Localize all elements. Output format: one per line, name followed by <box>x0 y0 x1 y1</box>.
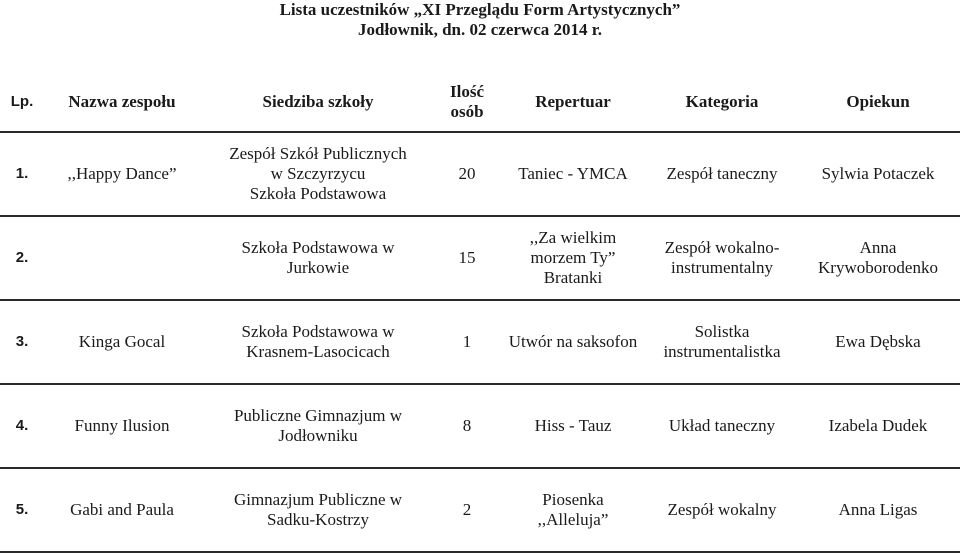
cell-school <box>200 300 436 384</box>
cell-repertoire-line: Piosenka <box>542 490 604 509</box>
cell-count: 2 <box>436 468 498 552</box>
cell-repertoire <box>498 468 648 552</box>
cell-school-line: Zespół Szkół Publicznych <box>229 144 407 163</box>
cell-category <box>648 468 796 552</box>
cell-category <box>648 300 796 384</box>
header-supervisor: Opiekun <box>796 73 960 132</box>
cell-category <box>648 132 796 216</box>
cell-category-line: instrumentalny <box>671 258 773 277</box>
cell-repertoire-line: ,,Alleluja” <box>537 510 609 529</box>
cell-lp: 4. <box>0 384 44 468</box>
cell-name <box>44 216 200 300</box>
cell-supervisor-line: Anna <box>859 238 897 257</box>
cell-category-line: Układ taneczny <box>668 416 776 435</box>
cell-supervisor <box>796 132 960 216</box>
table-row <box>0 468 960 552</box>
cell-school-line: Publiczne Gimnazjum w <box>233 406 403 425</box>
cell-supervisor-line: Izabela Dudek <box>828 416 928 435</box>
cell-school-line: Szkoła Podstawowa w <box>241 238 395 257</box>
cell-lp: 5. <box>0 468 44 552</box>
cell-count: 1 <box>436 300 498 384</box>
cell-lp: 2. <box>0 216 44 300</box>
cell-category-line: Zespół taneczny <box>666 164 778 183</box>
cell-name: Gabi and Paula <box>44 468 200 552</box>
cell-name: Funny Ilusion <box>44 384 200 468</box>
cell-supervisor-line: Anna Ligas <box>838 500 918 519</box>
cell-school-line: Gimnazjum Publiczne w <box>233 490 403 509</box>
title-line-1: Lista uczestników „XI Przeglądu Form Artystycznych” <box>279 0 681 19</box>
cell-school-line: Krasnem-Lasocicach <box>246 342 390 361</box>
header-name: Nazwa zespołu <box>44 73 200 132</box>
header-lp: Lp. <box>0 73 44 132</box>
cell-category-line: Zespół wokalno- <box>664 238 780 257</box>
cell-repertoire-line: Hiss - Tauz <box>534 416 612 435</box>
header-repertoire: Repertuar <box>498 73 648 132</box>
participants-table <box>0 73 960 553</box>
header-count-line2: osób <box>450 102 484 121</box>
header-count <box>436 73 498 132</box>
header-count-line1: Ilość <box>450 82 484 101</box>
cell-school-line: w Szczyrzycu <box>270 164 366 183</box>
cell-school <box>200 384 436 468</box>
cell-supervisor-line: Sylwia Potaczek <box>821 164 935 183</box>
cell-count: 15 <box>436 216 498 300</box>
title-line-2: Jodłownik, dn. 02 czerwca 2014 r. <box>358 20 602 39</box>
cell-category <box>648 216 796 300</box>
cell-school-line: Szkoła Podstawowa <box>249 184 387 203</box>
cell-supervisor-line: Ewa Dębska <box>835 332 921 351</box>
cell-repertoire-line: Taniec - YMCA <box>518 164 628 183</box>
table-header-row <box>0 73 960 132</box>
cell-name: ,,Happy Dance” <box>44 132 200 216</box>
cell-school <box>200 132 436 216</box>
cell-repertoire <box>498 216 648 300</box>
cell-school-line: Jurkowie <box>286 258 350 277</box>
cell-category-line: Solistka <box>694 322 750 341</box>
table-row <box>0 216 960 300</box>
header-category: Kategoria <box>648 73 796 132</box>
cell-school-line: Jodłowniku <box>278 426 358 445</box>
cell-supervisor <box>796 384 960 468</box>
table-row <box>0 384 960 468</box>
cell-school <box>200 216 436 300</box>
cell-school-line: Szkoła Podstawowa w <box>241 322 395 341</box>
cell-count: 20 <box>436 132 498 216</box>
cell-repertoire-line: ,,Za wielkim <box>529 228 617 247</box>
cell-name: Kinga Gocal <box>44 300 200 384</box>
cell-supervisor <box>796 300 960 384</box>
cell-repertoire <box>498 300 648 384</box>
cell-supervisor <box>796 468 960 552</box>
table-row <box>0 300 960 384</box>
cell-supervisor <box>796 216 960 300</box>
cell-category <box>648 384 796 468</box>
cell-repertoire-line: morzem Ty” <box>530 248 616 267</box>
cell-supervisor-line: Krywoborodenko <box>818 258 938 277</box>
cell-repertoire-line: Utwór na saksofon <box>508 332 638 351</box>
header-school: Siedziba szkoły <box>200 73 436 132</box>
cell-repertoire <box>498 384 648 468</box>
cell-lp: 1. <box>0 132 44 216</box>
cell-category-line: Zespół wokalny <box>667 500 777 519</box>
cell-repertoire <box>498 132 648 216</box>
cell-lp: 3. <box>0 300 44 384</box>
cell-school-line: Sadku-Kostrzy <box>267 510 369 529</box>
cell-category-line: instrumentalistka <box>663 342 781 361</box>
cell-count: 8 <box>436 384 498 468</box>
table-row <box>0 132 960 216</box>
cell-school <box>200 468 436 552</box>
cell-repertoire-line: Bratanki <box>543 268 603 287</box>
